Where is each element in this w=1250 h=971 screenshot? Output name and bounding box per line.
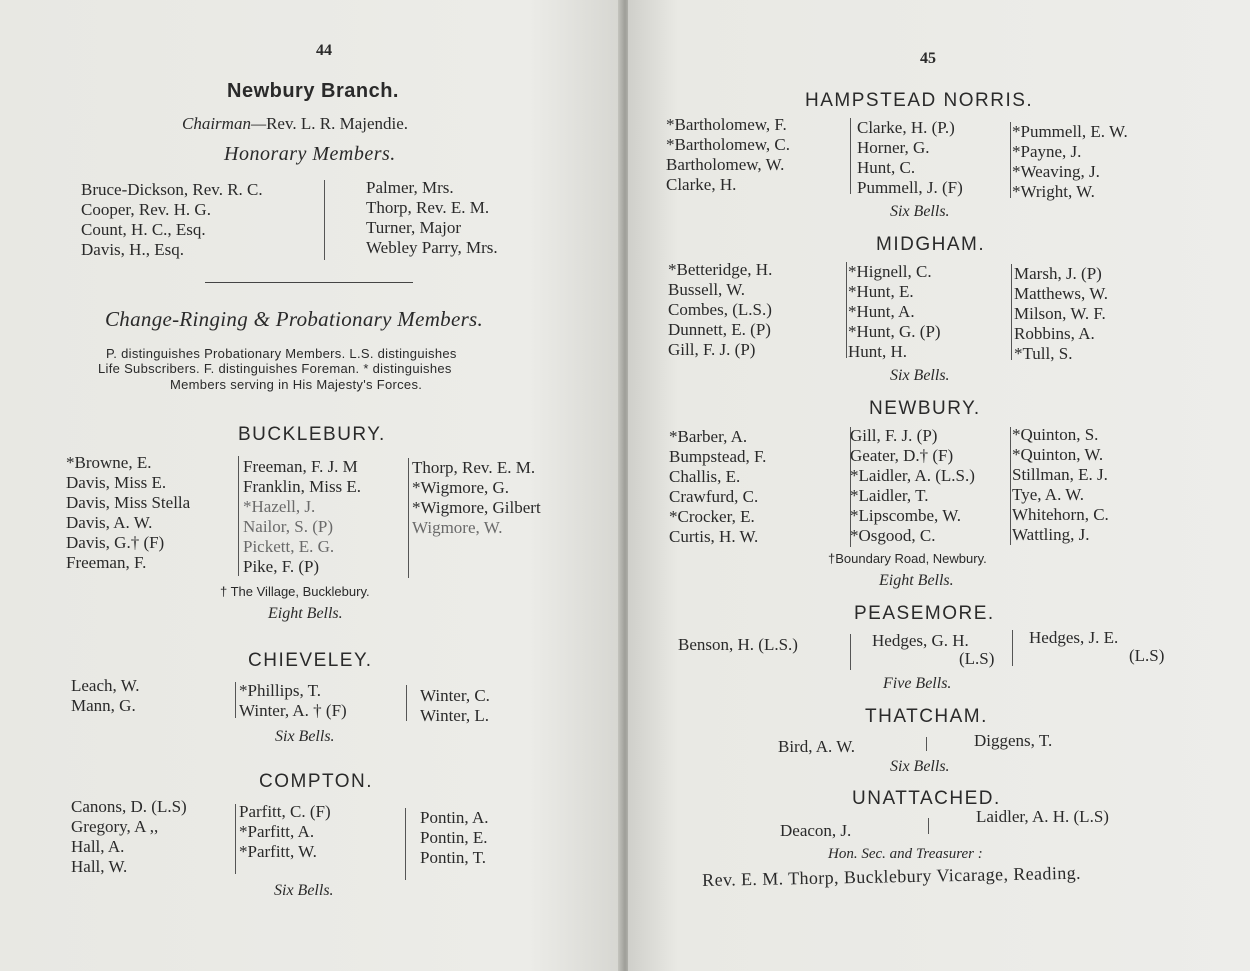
member-name: *Quinton, W. (1012, 445, 1104, 464)
member-name: Crawfurd, C. (669, 487, 759, 506)
member-name: *Betteridge, H. (668, 260, 773, 279)
bucklebury-column-3 (412, 458, 541, 538)
member-name: Pontin, A. (420, 808, 489, 827)
member-name: Davis, A. W. (66, 513, 153, 532)
member-name: *Laidler, T. (850, 486, 929, 505)
member-name: Horner, G. (857, 138, 930, 157)
member-name: Palmer, Mrs. (366, 178, 454, 197)
member-name: Gill, F. J. (P) (850, 426, 938, 445)
member-name: Gill, F. J. (P) (668, 340, 756, 359)
compton-column-1 (71, 797, 187, 877)
midgham-column-3 (1014, 264, 1108, 364)
column-divider (926, 737, 927, 751)
member-name: Winter, A. † (F) (239, 701, 347, 720)
member-name: Thorp, Rev. E. M. (412, 458, 536, 477)
compton-bells: Six Bells. (274, 882, 334, 899)
member-name: Bumpstead, F. (669, 447, 767, 466)
member-name: Dunnett, E. (P) (668, 320, 771, 339)
left-page (0, 0, 622, 971)
column-divider (235, 682, 236, 718)
member-name: *Weaving, J. (1012, 162, 1100, 181)
hampstead-bells: Six Bells. (890, 203, 950, 220)
member-name: *Parfitt, W. (239, 842, 317, 861)
member-name: Turner, Major (366, 218, 462, 237)
member-name: Milson, W. F. (1014, 304, 1106, 323)
member-name: *Browne, E. (66, 453, 152, 472)
page-number: 45 (920, 50, 936, 67)
member-name: Canons, D. (L.S) (71, 797, 187, 816)
member-name: Wattling, J. (1012, 525, 1090, 544)
member-name: Bruce-Dickson, Rev. R. C. (81, 180, 263, 199)
change-ringing-heading: Change-Ringing & Probationary Members. (105, 307, 484, 331)
member-name: Combes, (L.S.) (668, 300, 772, 319)
member-name: Franklin, Miss E. (243, 477, 362, 496)
member-name: *Laidler, A. (L.S.) (850, 466, 975, 485)
chieveley-heading: CHIEVELEY. (248, 650, 373, 671)
page-number: 44 (316, 42, 332, 59)
compton-heading: COMPTON. (259, 771, 374, 792)
member-name: *Payne, J. (1012, 142, 1082, 161)
member-name: Matthews, W. (1014, 284, 1108, 303)
newbury-column-1 (669, 427, 766, 547)
member-name: Davis, Miss E. (66, 473, 167, 492)
member-name: *Hunt, G. (P) (848, 322, 941, 341)
member-name: Nailor, S. (P) (243, 517, 333, 536)
peasemore-member-note: (L.S) (1129, 646, 1165, 665)
member-name: *Barber, A. (669, 427, 748, 446)
chieveley-bells: Six Bells. (275, 728, 335, 745)
unattached-member: Laidler, A. H. (L.S) (976, 807, 1109, 826)
bucklebury-column-1 (66, 453, 190, 573)
member-name: *Wigmore, Gilbert (412, 498, 541, 517)
unattached-heading: UNATTACHED. (852, 788, 1001, 809)
chairman-line (182, 114, 408, 134)
member-name: Bussell, W. (668, 280, 745, 299)
member-name: *Wigmore, G. (412, 478, 510, 497)
midgham-bells: Six Bells. (890, 367, 950, 384)
compton-column-3 (420, 808, 489, 868)
secretary-line: Rev. E. M. Thorp, Bucklebury Vicarage, Reading. (702, 862, 1082, 890)
member-name: *Hazell, J. (243, 497, 316, 516)
newbury-heading: NEWBURY. (869, 398, 981, 419)
newbury-column-3 (1012, 425, 1109, 545)
member-name: Wigmore, W. (412, 518, 503, 537)
member-name: *Phillips, T. (239, 681, 322, 700)
column-divider (406, 685, 407, 721)
member-name: Thorp, Rev. E. M. (366, 198, 490, 217)
member-name: Hall, W. (71, 857, 128, 876)
honorary-column-1 (81, 180, 263, 260)
member-name: *Bartholomew, F. (666, 115, 787, 134)
member-name: *Tull, S. (1014, 344, 1073, 363)
member-name: Leach, W. (71, 676, 140, 695)
hampstead-column-3 (1012, 122, 1128, 202)
member-name: Pummell, J. (F) (857, 178, 963, 197)
member-name: *Parfitt, A. (239, 822, 315, 841)
column-divider (850, 118, 851, 194)
column-divider (1011, 264, 1012, 360)
column-divider (1010, 122, 1011, 198)
peasemore-member: Hedges, G. H. (872, 631, 969, 650)
hampstead-column-2 (857, 118, 963, 198)
column-divider (238, 456, 239, 576)
member-name: Winter, C. (420, 686, 490, 705)
secretary-label: Hon. Sec. and Treasurer : (828, 846, 983, 862)
member-name: Gregory, A ,, (71, 817, 159, 836)
chairman-name: Rev. L. R. Majendie. (266, 114, 409, 133)
member-name: Geater, D.† (F) (850, 446, 954, 465)
right-page (628, 0, 1250, 971)
member-name: Webley Parry, Mrs. (366, 238, 498, 257)
legend-line-2: Life Subscribers. F. distinguishes Foreman. * distinguishes (98, 361, 452, 376)
member-name: Winter, L. (420, 706, 489, 725)
midgham-column-1 (668, 260, 772, 360)
member-name: Marsh, J. (P) (1014, 264, 1102, 283)
member-name: Bartholomew, W. (666, 155, 785, 174)
branch-title: Newbury Branch. (227, 80, 399, 102)
bucklebury-heading: BUCKLEBURY. (238, 424, 386, 445)
member-name: Davis, Miss Stella (66, 493, 191, 512)
member-name: *Bartholomew, C. (666, 135, 791, 154)
legend-line-1: P. distinguishes Probationary Members. L.S. distinguishes (106, 346, 457, 361)
newbury-column-2 (850, 426, 975, 546)
peasemore-bells: Five Bells. (883, 675, 952, 692)
column-divider (1010, 427, 1011, 545)
member-name: *Hunt, E. (848, 282, 914, 301)
thatcham-bells: Six Bells. (890, 758, 950, 775)
member-name: *Quinton, S. (1012, 425, 1099, 444)
member-name: Mann, G. (71, 696, 136, 715)
column-divider (408, 458, 409, 578)
member-name: Stillman, E. J. (1012, 465, 1108, 484)
member-name: Hunt, C. (857, 158, 916, 177)
column-divider (846, 262, 847, 358)
member-name: Curtis, H. W. (669, 527, 759, 546)
chieveley-column-2 (239, 681, 347, 721)
peasemore-member: Benson, H. (L.S.) (678, 635, 798, 654)
thatcham-member: Diggens, T. (974, 731, 1053, 750)
honorary-column-2 (366, 178, 498, 258)
column-divider (324, 180, 325, 260)
member-name: Hunt, H. (848, 342, 908, 361)
bucklebury-bells: Eight Bells. (268, 605, 343, 622)
member-name: Cooper, Rev. H. G. (81, 200, 211, 219)
thatcham-member: Bird, A. W. (778, 737, 855, 756)
member-name: Clarke, H. (666, 175, 737, 194)
member-name: Parfitt, C. (F) (239, 802, 331, 821)
legend-line-3: Members serving in His Majesty's Forces. (170, 377, 423, 392)
bucklebury-note: † The Village, Bucklebury. (220, 584, 370, 599)
member-name: Freeman, F. (66, 553, 147, 572)
member-name: *Hignell, C. (848, 262, 932, 281)
column-divider (850, 634, 851, 670)
member-name: Freeman, F. J. M (243, 457, 358, 476)
member-name: *Hunt, A. (848, 302, 915, 321)
chairman-label: Chairman— (182, 114, 267, 133)
peasemore-member: Hedges, J. E. (1029, 628, 1119, 647)
hampstead-column-1 (666, 115, 790, 195)
newbury-bells: Eight Bells. (879, 572, 954, 589)
member-name: *Lipscombe, W. (850, 506, 961, 525)
section-rule (205, 282, 413, 283)
member-name: Davis, G.† (F) (66, 533, 165, 552)
member-name: Pickett, E. G. (243, 537, 335, 556)
member-name: Challis, E. (669, 467, 741, 486)
member-name: *Wright, W. (1012, 182, 1095, 201)
bucklebury-column-2 (243, 457, 361, 577)
honorary-heading: Honorary Members. (224, 143, 396, 165)
column-divider (928, 818, 929, 834)
member-name: Pike, F. (P) (243, 557, 320, 576)
newbury-note: †Boundary Road, Newbury. (828, 551, 987, 566)
member-name: *Pummell, E. W. (1012, 122, 1128, 141)
column-divider (1012, 630, 1013, 666)
column-divider (235, 804, 236, 874)
unattached-member: Deacon, J. (780, 821, 852, 840)
chieveley-column-3 (420, 686, 490, 726)
member-name: Count, H. C., Esq. (81, 220, 206, 239)
midgham-heading: MIDGHAM. (876, 234, 986, 255)
member-name: Whitehorn, C. (1012, 505, 1109, 524)
hampstead-heading: HAMPSTEAD NORRIS. (805, 90, 1034, 111)
member-name: Pontin, E. (420, 828, 488, 847)
peasemore-member-note: (L.S) (959, 649, 995, 668)
chieveley-column-1 (71, 676, 139, 716)
member-name: Davis, H., Esq. (81, 240, 184, 259)
member-name: Robbins, A. (1014, 324, 1095, 343)
compton-column-2 (239, 802, 331, 862)
member-name: Tye, A. W. (1012, 485, 1085, 504)
member-name: Clarke, H. (P.) (857, 118, 955, 137)
member-name: Hall, A. (71, 837, 125, 856)
thatcham-heading: THATCHAM. (865, 706, 988, 727)
peasemore-heading: PEASEMORE. (854, 603, 995, 624)
column-divider (405, 808, 406, 880)
member-name: *Osgood, C. (850, 526, 936, 545)
member-name: *Crocker, E. (669, 507, 755, 526)
member-name: Pontin, T. (420, 848, 486, 867)
midgham-column-2 (848, 262, 941, 362)
